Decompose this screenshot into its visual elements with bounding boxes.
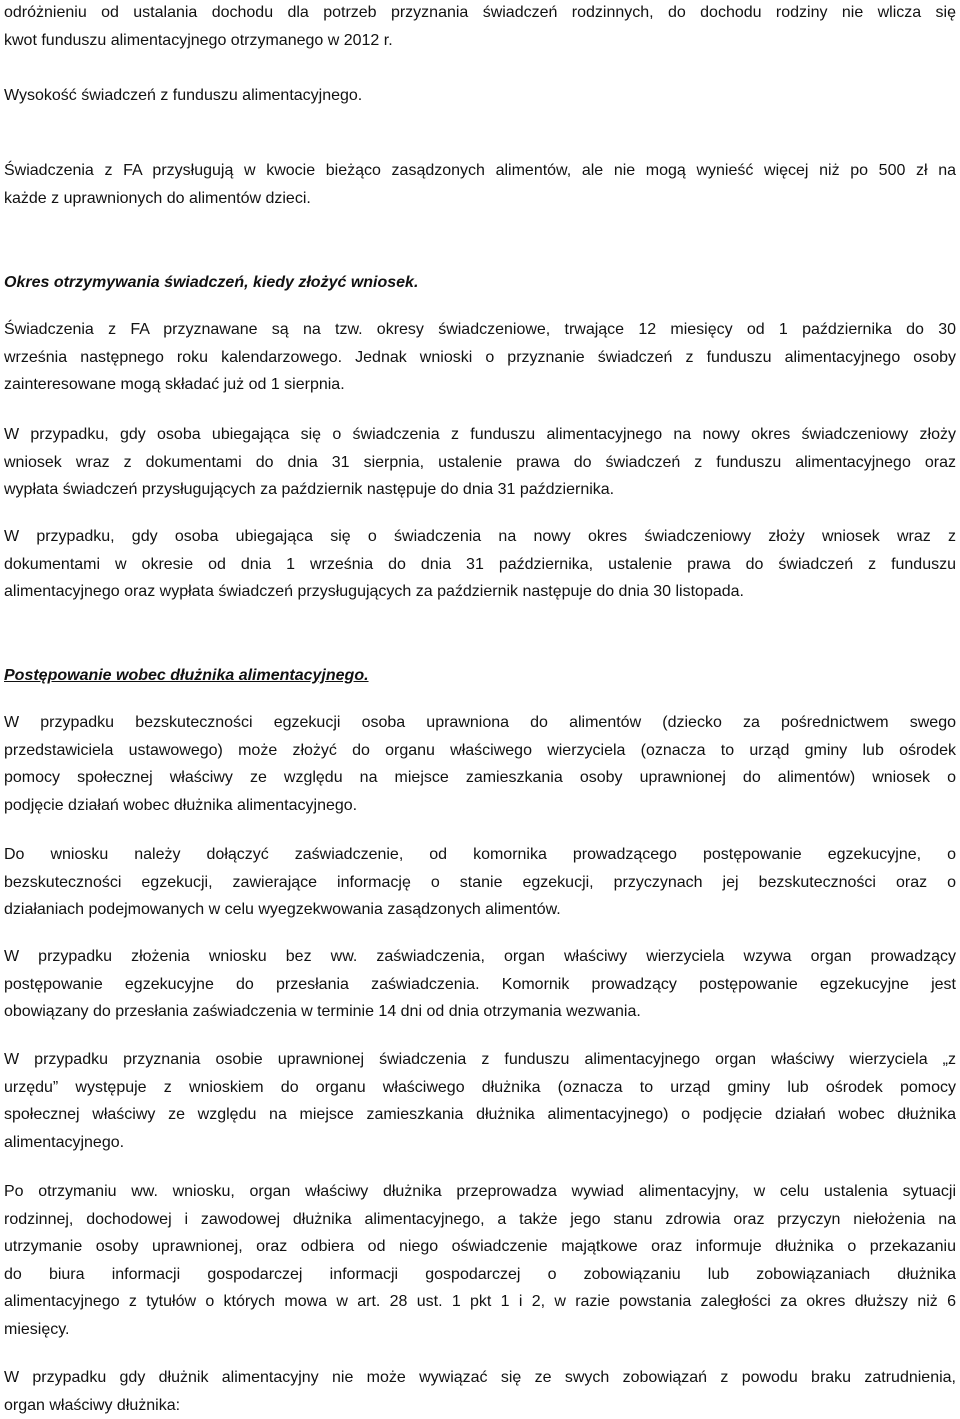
paragraph-august-deadline (4, 421, 956, 504)
paragraph-ineffective-enforcement (4, 709, 956, 819)
text-line: W przypadku, gdy osoba ubiegająca się o świadczenia na nowy okres świadczeniowy złoży wniosek wraz z (4, 523, 956, 551)
text-line: pomocy społecznej właściwy ze względu na miejsce zamieszkania osoby uprawnionej do alimentów) wniosek o (4, 764, 956, 792)
text-line: społecznej właściwy ze względu na miejsce zamieszkania dłużnika alimentacyjnego) o podjęcie działań wobec dłużnika (4, 1101, 956, 1129)
text-line: września następnego roku kalendarzowego. Jednak wnioski o przyznanie świadczeń z funduszu alimentacyjnego osoby (4, 344, 956, 372)
text-line: do biura informacji gospodarczej informacji gospodarczej o zobowiązaniu lub zobowiązaniach dłużnika (4, 1261, 956, 1289)
text-line: Do wniosku należy dołączyć zaświadczenie, od komornika prowadzącego postępowanie egzekucyjne, o (4, 841, 956, 869)
section-heading-debtor: Postępowanie wobec dłużnika alimentacyjnego. (4, 662, 956, 690)
text-line: Świadczenia z FA przyznawane są na tzw. okresy świadczeniowe, trwające 12 miesięcy od 1 października do 30 (4, 316, 956, 344)
text-line: każde z uprawnionych do alimentów dzieci. (4, 185, 956, 213)
text-line: Świadczenia z FA przysługują w kwocie bieżąco zasądzonych alimentów, ale nie mogą wynieść więcej niż po 500 zł na (4, 157, 956, 185)
paragraph-certificate (4, 841, 956, 924)
paragraph-interview (4, 1178, 956, 1343)
paragraph-period (4, 316, 956, 399)
text-line: dokumentami w okresie od dnia 1 września do dnia 31 października, ustalenie prawa do świadczeń z funduszu (4, 551, 956, 579)
text-line: rodzinnej, dochodowej i zawodowej dłużnika alimentacyjnego, a także jego stanu zdrowia oraz przyczyn niełożenia na (4, 1206, 956, 1234)
text-line: zainteresowane mogą składać już od 1 sierpnia. (4, 371, 956, 399)
text-line: wniosek wraz z dokumentami do dnia 31 sierpnia, ustalenie prawa do świadczeń z funduszu alimentacyjnego oraz (4, 449, 956, 477)
text-line: urzędu” występuje z wnioskiem do organu właściwego dłużnika (oznacza to urząd gminy lub ośrodek pomocy (4, 1074, 956, 1102)
text-line: utrzymanie osoby uprawnionej, oraz odbiera od niego oświadczenie majątkowe oraz informuje dłużnika o przekazaniu (4, 1233, 956, 1261)
text-line: W przypadku złożenia wniosku bez ww. zaświadczenia, organ właściwy wierzyciela wzywa organ prowadzący (4, 943, 956, 971)
text-line: kwot funduszu alimentacyjnego otrzymanego w 2012 r. (4, 27, 956, 55)
text-line: organ właściwy dłużnika: (4, 1392, 956, 1419)
text-line: alimentacyjnego oraz wypłata świadczeń przysługujących za październik następuje do dnia 30 listopada. (4, 578, 956, 606)
text-line: W przypadku gdy dłużnik alimentacyjny nie może wywiązać się ze swych zobowiązań z powodu braku zatrudnienia, (4, 1364, 956, 1392)
paragraph-unemployment (4, 1364, 956, 1419)
text-line: wypłata świadczeń przysługujących za październik następuje do dnia 31 października. (4, 476, 956, 504)
paragraph-october-deadline (4, 523, 956, 606)
paragraph-missing-certificate (4, 943, 956, 1026)
text-line: podjęcie działań wobec dłużnika alimentacyjnego. (4, 792, 956, 820)
text-line: alimentacyjnego. (4, 1129, 956, 1157)
text-line: bezskuteczności egzekucji, zawierające informację o stanie egzekucji, przyczynach jej bezskuteczności oraz o (4, 869, 956, 897)
text-line: obowiązany do przesłania zaświadczenia w terminie 14 dni od dnia otrzymania wezwania. (4, 998, 956, 1026)
section-heading-amount: Wysokość świadczeń z funduszu alimentacyjnego. (4, 82, 956, 110)
text-line: alimentacyjnego z tytułów o których mowa w art. 28 ust. 1 pkt 1 i 2, w razie powstania zaległości za okres dłuższy niż 6 (4, 1288, 956, 1316)
paragraph-amount (4, 157, 956, 212)
paragraph-ex-officio (4, 1046, 956, 1156)
text-line: Po otrzymaniu ww. wniosku, organ właściwy dłużnika przeprowadza wywiad alimentacyjny, w celu ustalenia sytuacji (4, 1178, 956, 1206)
text-line: działaniach podejmowanych w celu wyegzekwowania zasądzonych alimentów. (4, 896, 956, 924)
text-line: odróżnieniu od ustalania dochodu dla potrzeb przyznania świadczeń rodzinnych, do dochodu rodziny nie wlicza się (4, 0, 956, 27)
text-line: W przypadku, gdy osoba ubiegająca się o świadczenia z funduszu alimentacyjnego na nowy okres świadczeniowy złoży (4, 421, 956, 449)
text-line: postępowanie egzekucyjne do przesłania zaświadczenia. Komornik prowadzący postępowanie egzekucyjne jest (4, 971, 956, 999)
text-line: przedstawiciela ustawowego) może złożyć do organu właściwego wierzyciela (oznacza to urząd gminy lub ośrodek (4, 737, 956, 765)
paragraph-income-exclusion (4, 0, 956, 54)
text-line: W przypadku bezskuteczności egzekucji osoba uprawniona do alimentów (dziecko za pośrednictwem swego (4, 709, 956, 737)
section-heading-period: Okres otrzymywania świadczeń, kiedy złożyć wniosek. (4, 269, 956, 297)
text-line: W przypadku przyznania osobie uprawnionej świadczenia z funduszu alimentacyjnego organ właściwy wierzyciela „z (4, 1046, 956, 1074)
text-line: miesięcy. (4, 1316, 956, 1344)
